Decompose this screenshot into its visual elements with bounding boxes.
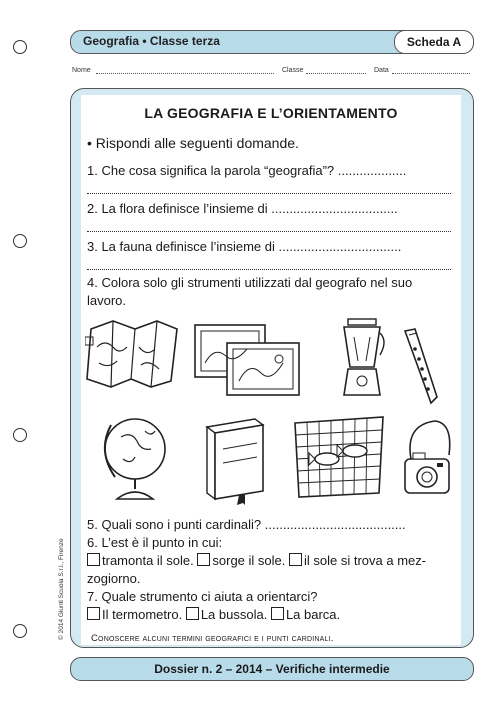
option-tramonta: tramonta il sole. <box>102 553 194 568</box>
map-icon[interactable] <box>85 317 181 391</box>
header-title: Geografia • Classe terza <box>83 34 220 48</box>
checkbox-bussola[interactable] <box>186 607 199 620</box>
checkbox-tramonta[interactable] <box>87 553 100 566</box>
binder-hole-1 <box>13 40 27 54</box>
copyright-credit: © 2014 Giunti Scuola S.r.l., Firenze <box>58 538 65 640</box>
worksheet-title: LA GEOGRAFIA E L’ORIENTAMENTO <box>144 105 398 121</box>
learning-objective: Conoscere alcuni termini geografici e i punti cardinali. <box>91 633 334 644</box>
option-bussola: La bussola. <box>200 607 268 622</box>
binder-hole-3 <box>13 428 27 442</box>
flute-icon[interactable] <box>401 327 445 407</box>
question-7-options <box>87 607 340 622</box>
question-7: 7. Quale strumento ci aiuta a orientarci? <box>87 589 318 604</box>
option-mezzogiorno: il sole si trova a mez- <box>304 553 427 568</box>
option-sorge: sorge il sole. <box>212 553 286 568</box>
option-termometro: Il termometro. <box>102 607 183 622</box>
question-4: 4. Colora solo gli strumenti utilizzati dal geografo nel suo <box>87 275 413 290</box>
worksheet-panel <box>81 95 461 645</box>
class-field[interactable] <box>306 67 366 74</box>
checkbox-termometro[interactable] <box>87 607 100 620</box>
answer-line-1[interactable] <box>87 193 451 194</box>
net-with-fish-icon[interactable] <box>289 413 389 501</box>
question-4-continued: lavoro. <box>87 293 127 308</box>
option-barca: La barca. <box>285 607 341 622</box>
photos-icon[interactable] <box>191 321 303 397</box>
date-field[interactable] <box>392 67 470 74</box>
name-field[interactable] <box>96 67 274 74</box>
question-5: 5. Quali sono i punti cardinali? ....................................... <box>87 517 406 532</box>
question-6-continued: zogiorno. <box>87 571 141 586</box>
worksheet-box <box>70 88 474 648</box>
footer-bar: Dossier n. 2 – 2014 – Verifiche intermedie <box>70 657 474 681</box>
header-bar <box>70 30 474 54</box>
question-6: 6. L’est è il punto in cui: <box>87 535 223 550</box>
worksheet-tab: Scheda A <box>394 30 474 54</box>
answer-line-2[interactable] <box>87 231 451 232</box>
checkbox-mezzogiorno[interactable] <box>289 553 302 566</box>
instruction: • Rispondi alle seguenti domande. <box>87 135 299 151</box>
question-6-options <box>87 553 426 568</box>
checkbox-barca[interactable] <box>271 607 284 620</box>
question-3: 3. La fauna definisce l’insieme di .................................. <box>87 239 402 254</box>
class-label: Classe <box>282 67 304 74</box>
student-fields <box>72 67 472 81</box>
date-label: Data <box>374 67 389 74</box>
camera-icon[interactable] <box>399 415 455 501</box>
name-label: Nome <box>72 67 91 74</box>
question-1: 1. Che cosa significa la parola “geografia”? ................... <box>87 163 407 178</box>
checkbox-sorge[interactable] <box>197 553 210 566</box>
blender-icon[interactable] <box>336 317 388 397</box>
globe-icon[interactable] <box>97 403 175 507</box>
binder-hole-2 <box>13 234 27 248</box>
answer-line-3[interactable] <box>87 269 451 270</box>
books-icon[interactable] <box>201 415 273 505</box>
question-2: 2. La flora definisce l’insieme di ................................... <box>87 201 398 216</box>
binder-hole-4 <box>13 624 27 638</box>
